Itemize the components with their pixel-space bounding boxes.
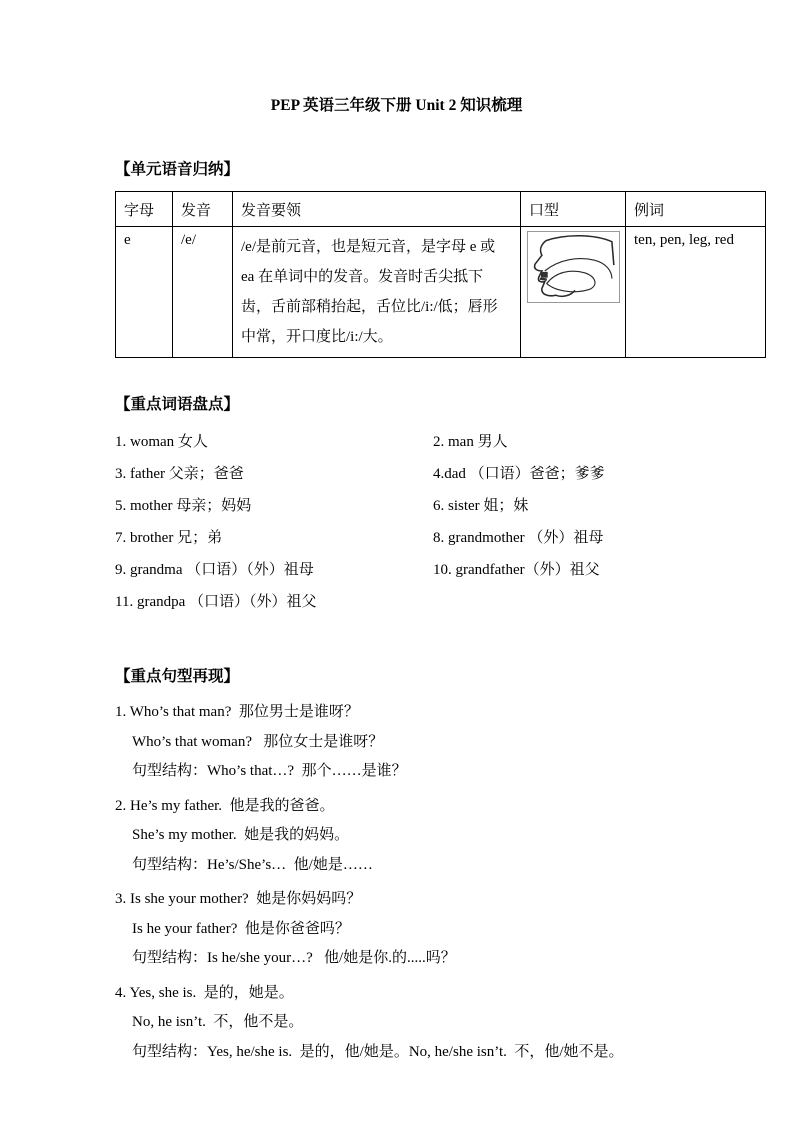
sentence-line: 句型结构：Is he/she your…? 他/她是你.的.....吗？ xyxy=(132,950,456,966)
word-item: 4.dad （口语）爸爸；爹爹 xyxy=(433,466,605,482)
cell-examples: ten, pen, leg, red xyxy=(626,227,766,358)
sentence-line: 1. Who’s that man? 那位男士是谁呀？ xyxy=(115,704,359,720)
word-list xyxy=(115,426,765,618)
word-item: 8. grandmother （外）祖母 xyxy=(433,530,604,546)
word-item: 6. sister 姐；妹 xyxy=(433,498,529,514)
cell-essentials: /e/是前元音，也是短元音，是字母 e 或 ea 在单词中的发音。发音时舌尖抵下齿，舌前部稍抬起，舌位比/i:/低；唇形中常，开口度比/i:/大。 xyxy=(233,227,521,358)
sentence-line: 句型结构：He’s/She’s… 他/她是…… xyxy=(132,856,373,873)
sentence-line: No, he isn’t. 不，他不是。 xyxy=(132,1014,304,1030)
cell-sound: /e/ xyxy=(173,227,233,358)
word-item: 2. man 男人 xyxy=(433,434,508,450)
word-item xyxy=(433,586,765,618)
header-essentials: 发音要领 xyxy=(233,192,521,227)
word-item: 9. grandma （口语）（外）祖母 xyxy=(115,562,314,578)
word-list-row xyxy=(115,426,765,458)
word-list-row xyxy=(115,522,765,554)
word-item: 7. brother 兄；弟 xyxy=(115,530,223,546)
mouth-diagram-image xyxy=(527,231,620,303)
phonics-table-data-row xyxy=(116,227,766,358)
section-heading-phonics: 【单元语音归纳】 xyxy=(115,161,240,178)
phonics-table-header-row xyxy=(116,192,766,227)
word-item: 1. woman 女人 xyxy=(115,434,208,450)
section-words xyxy=(115,392,765,618)
word-item: 3. father 父亲；爸爸 xyxy=(115,466,244,482)
word-item: 11. grandpa （口语）（外）祖父 xyxy=(115,594,317,610)
header-sound: 发音 xyxy=(173,192,233,227)
sentence-line: 2. He’s my father. 他是我的爸爸。 xyxy=(115,797,335,814)
sentence-list xyxy=(115,698,765,1067)
sentence-line: Who’s that woman? 那位女士是谁呀？ xyxy=(132,733,384,750)
word-list-row xyxy=(115,554,765,586)
section-heading-words: 【重点词语盘点】 xyxy=(115,396,240,413)
word-list-row xyxy=(115,586,765,618)
section-sentences xyxy=(115,664,765,1067)
word-list-row xyxy=(115,458,765,490)
page-title: PEP 英语三年级下册 Unit 2 知识梳理 xyxy=(270,97,523,114)
word-list-row xyxy=(115,490,765,522)
sentence-line: She’s my mother. 她是我的妈妈。 xyxy=(132,827,350,843)
page-content xyxy=(0,157,793,1067)
header-mouth-shape: 口型 xyxy=(521,192,626,227)
cell-letter: e xyxy=(116,227,173,358)
sentence-line: 句型结构：Who’s that…? 那个……是谁？ xyxy=(132,763,407,779)
header-examples: 例词 xyxy=(626,192,766,227)
sentence-line: 句型结构：Yes, he/she is. 是的，他/她是。No, he/she isn’t. 不，他/她不是。 xyxy=(132,1043,624,1060)
sentence-line: Is he your father? 他是你爸爸吗？ xyxy=(132,920,350,937)
sentence-line: 3. Is she your mother? 她是你妈妈吗？ xyxy=(115,891,362,907)
section-heading-sentences: 【重点句型再现】 xyxy=(115,668,240,685)
cell-mouth-shape xyxy=(521,227,626,358)
sentence-line: 4. Yes, she is. 是的，她是。 xyxy=(115,984,294,1001)
word-item: 10. grandfather（外）祖父 xyxy=(433,562,600,578)
phonics-table xyxy=(115,191,766,358)
word-item: 5. mother 母亲；妈妈 xyxy=(115,498,252,514)
header-letter: 字母 xyxy=(116,192,173,227)
